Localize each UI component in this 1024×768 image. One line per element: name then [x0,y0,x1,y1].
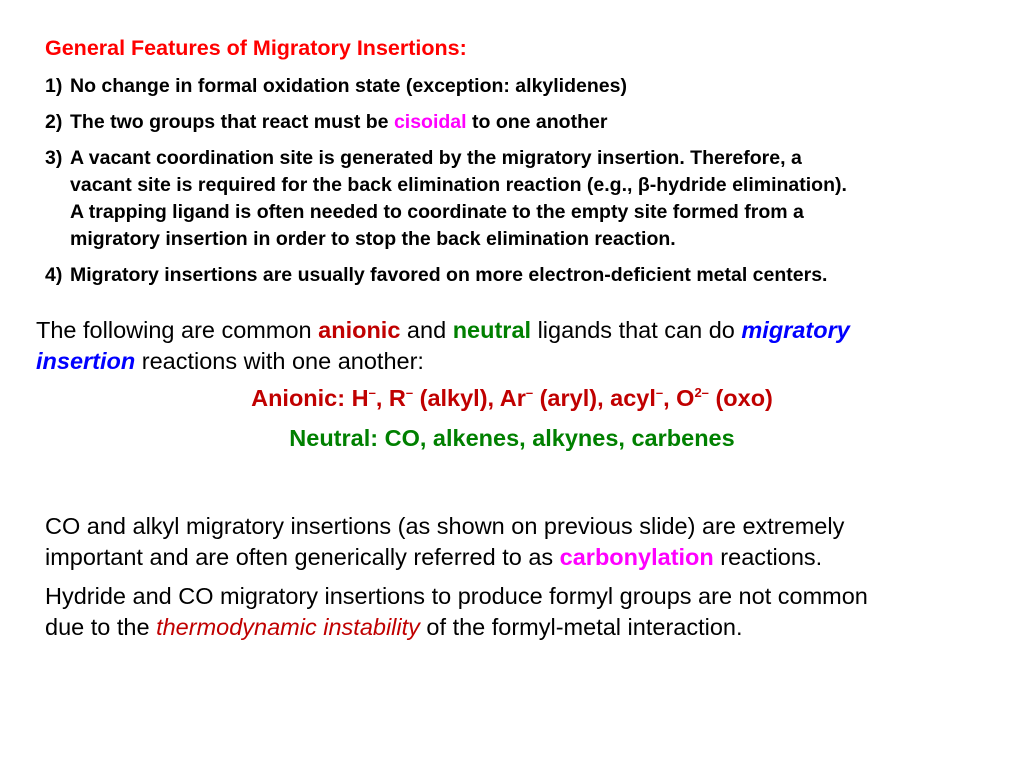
anionic-text: , R [375,385,406,411]
feature-item-1 [45,73,1005,100]
paragraph-text: reactions. [713,544,823,570]
cisoidal-highlight: cisoidal [393,111,467,133]
intro-text: ligands that can do [531,317,742,343]
feature-text [70,109,1005,136]
feature-line: vacant site is required for the back elimination reaction (e.g., β-hydride elimination). [70,174,847,196]
feature-item-4 [45,262,1005,289]
charge-superscript: – [525,385,534,400]
paragraph-text: of the formyl-metal interaction. [419,614,743,640]
feature-item-3 [45,145,1005,253]
intro-text: and [400,317,453,343]
slide-heading: General Features of Migratory Insertions: [45,36,467,60]
anionic-ligands-line [0,385,1024,412]
feature-text-pre: The two groups that react must be [70,111,394,133]
features-list [45,73,1005,298]
anionic-text: Anionic: H [251,385,369,411]
charge-superscript: – [405,385,414,400]
insertion-highlight: insertion [36,348,136,374]
feature-text-post: to one another [466,111,608,133]
feature-line: migratory insertion in order to stop the back elimination reaction. [70,228,676,250]
feature-text: Migratory insertions are usually favored on more electron-deficient metal centers. [70,264,828,286]
paragraph-text: Hydride and CO migratory insertions to produce formyl groups are not common [45,583,868,609]
intro-text: reactions with one another: [135,348,424,374]
carbonylation-highlight: carbonylation [559,544,714,570]
neutral-highlight: neutral [452,317,532,343]
charge-superscript: 2– [694,385,709,400]
paragraph-text: CO and alkyl migratory insertions (as shown on previous slide) are extremely [45,513,845,539]
feature-text: No change in formal oxidation state (exception: alkylidenes) [70,75,627,97]
formyl-paragraph [45,581,985,643]
feature-number: 4) [45,264,63,286]
thermodynamic-instability-highlight: thermodynamic instability [156,614,420,640]
anionic-text: (alkyl), Ar [413,385,526,411]
feature-number: 1) [45,75,63,97]
ligand-intro-paragraph [36,315,996,377]
feature-text [70,145,1005,253]
migratory-highlight: migratory [741,317,850,343]
anionic-text: (aryl), acyl [533,385,656,411]
intro-text: The following are common [36,317,319,343]
anionic-text: (oxo) [708,385,773,411]
paragraph-text: important and are often generically referred to as [45,544,560,570]
paragraph-text: due to the [45,614,157,640]
feature-number: 2) [45,111,63,133]
charge-superscript: – [368,385,376,400]
charge-superscript: – [655,385,664,400]
feature-line: A vacant coordination site is generated by the migratory insertion. Therefore, a [70,147,802,169]
anionic-text: , O [663,385,695,411]
carbonylation-paragraph [45,511,985,573]
anionic-highlight: anionic [318,317,401,343]
feature-item-2 [45,109,1005,136]
feature-line: A trapping ligand is often needed to coordinate to the empty site formed from a [70,201,804,223]
feature-number: 3) [45,147,63,169]
neutral-ligands-line: Neutral: CO, alkenes, alkynes, carbenes [289,425,735,451]
